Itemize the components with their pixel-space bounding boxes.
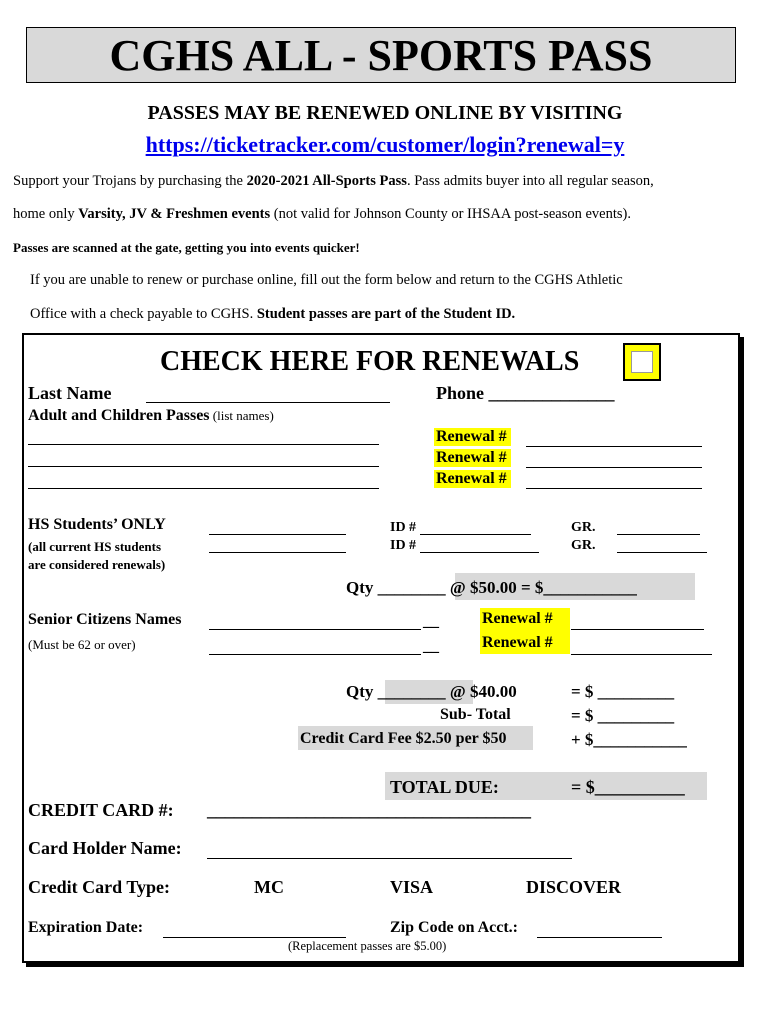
expiration-field[interactable] bbox=[163, 937, 346, 938]
hs-student-name-field[interactable] bbox=[209, 552, 346, 553]
grade-label: GR. bbox=[571, 538, 596, 553]
intro-line-1: Support your Trojans by purchasing the 2020-2021 All-Sports Pass. Pass admits buyer into all regular season, bbox=[13, 173, 654, 189]
cc-fee-label: Credit Card Fee $2.50 per $50 bbox=[300, 730, 507, 747]
credit-card-number-field[interactable]: ____________________________________ bbox=[207, 800, 531, 820]
card-holder-field[interactable] bbox=[207, 858, 572, 859]
renewal-number-field[interactable] bbox=[526, 446, 702, 447]
senior-renewal-field[interactable] bbox=[571, 629, 704, 630]
phone-field[interactable]: Phone ______________ bbox=[436, 383, 615, 403]
total-due-field[interactable]: = $__________ bbox=[571, 777, 685, 797]
adult-name-line[interactable] bbox=[28, 488, 379, 489]
hs-students-note: (all current HS students bbox=[28, 539, 162, 554]
renewal-label: Renewal # bbox=[434, 449, 511, 467]
intro-line-3: Passes are scanned at the gate, getting you into events quicker! bbox=[13, 240, 360, 255]
qty-50-line[interactable]: Qty ________ @ $50.00 = $___________ bbox=[346, 578, 637, 597]
hs-students-note: are considered renewals) bbox=[28, 557, 166, 572]
renewal-label: Renewal # bbox=[434, 470, 511, 488]
renewal-link[interactable]: https://ticketracker.com/customer/login?renewal=y bbox=[145, 132, 625, 157]
senior-renewal-label: Renewal # bbox=[482, 610, 553, 627]
expiration-label: Expiration Date: bbox=[28, 919, 144, 936]
grade-field[interactable] bbox=[617, 534, 700, 535]
senior-renewal-field[interactable] bbox=[571, 654, 712, 655]
hs-student-name-field[interactable] bbox=[209, 534, 346, 535]
id-field[interactable] bbox=[420, 534, 531, 535]
adult-passes-label: Adult and Children Passes (list names) bbox=[28, 407, 274, 424]
card-holder-label: Card Holder Name: bbox=[28, 838, 182, 858]
senior-name-field[interactable] bbox=[209, 629, 421, 630]
senior-citizens-note: (Must be 62 or over) bbox=[28, 637, 136, 652]
qty-40-total[interactable]: = $ _________ bbox=[571, 682, 675, 701]
senior-renewal-label: Renewal # bbox=[482, 634, 553, 651]
last-name-label: Last Name bbox=[28, 383, 112, 403]
last-name-field[interactable] bbox=[146, 402, 390, 403]
id-label: ID # bbox=[390, 538, 417, 553]
total-due-label: TOTAL DUE: bbox=[390, 777, 499, 797]
hs-students-label: HS Students’ ONLY bbox=[28, 516, 166, 533]
intro-line-4: If you are unable to renew or purchase online, fill out the form below and return to the CGHS Athletic bbox=[30, 272, 623, 288]
renew-heading: PASSES MAY BE RENEWED ONLINE BY VISITING bbox=[147, 102, 623, 124]
adult-name-line[interactable] bbox=[28, 444, 379, 445]
qty-40-line[interactable]: Qty ________ @ $40.00 bbox=[346, 682, 517, 701]
renewal-number-field[interactable] bbox=[526, 488, 702, 489]
page-title: CGHS ALL - SPORTS PASS bbox=[26, 27, 736, 83]
card-type-label: Credit Card Type: bbox=[28, 877, 170, 897]
grade-field[interactable] bbox=[617, 552, 707, 553]
card-type-visa[interactable]: VISA bbox=[390, 877, 434, 897]
card-type-discover[interactable]: DISCOVER bbox=[526, 877, 622, 897]
senior-name-tail: __ bbox=[423, 613, 439, 630]
renewal-label: Renewal # bbox=[434, 428, 511, 446]
cc-fee-field[interactable]: + $___________ bbox=[571, 730, 687, 749]
zip-field[interactable] bbox=[537, 937, 662, 938]
senior-citizens-label: Senior Citizens Names bbox=[28, 611, 182, 628]
subtotal-label: Sub- Total bbox=[440, 706, 511, 723]
subtotal-field[interactable]: = $ _________ bbox=[571, 706, 675, 725]
zip-label: Zip Code on Acct.: bbox=[390, 919, 518, 936]
replacement-note: (Replacement passes are $5.00) bbox=[288, 939, 447, 953]
check-renewals-heading: CHECK HERE FOR RENEWALS bbox=[160, 346, 580, 377]
adult-name-line[interactable] bbox=[28, 466, 379, 467]
senior-name-field[interactable] bbox=[209, 654, 421, 655]
card-type-mc[interactable]: MC bbox=[254, 877, 284, 897]
id-label: ID # bbox=[390, 520, 417, 535]
grade-label: GR. bbox=[571, 520, 596, 535]
senior-name-tail: __ bbox=[423, 638, 439, 655]
intro-line-2: home only Varsity, JV & Freshmen events (not valid for Johnson County or IHSAA post-season events). bbox=[13, 206, 631, 222]
renewal-checkbox[interactable] bbox=[623, 343, 661, 381]
id-field[interactable] bbox=[420, 552, 539, 553]
intro-line-5: Office with a check payable to CGHS. Student passes are part of the Student ID. bbox=[30, 306, 516, 322]
renewal-number-field[interactable] bbox=[526, 467, 702, 468]
credit-card-number-label: CREDIT CARD #: bbox=[28, 800, 174, 820]
